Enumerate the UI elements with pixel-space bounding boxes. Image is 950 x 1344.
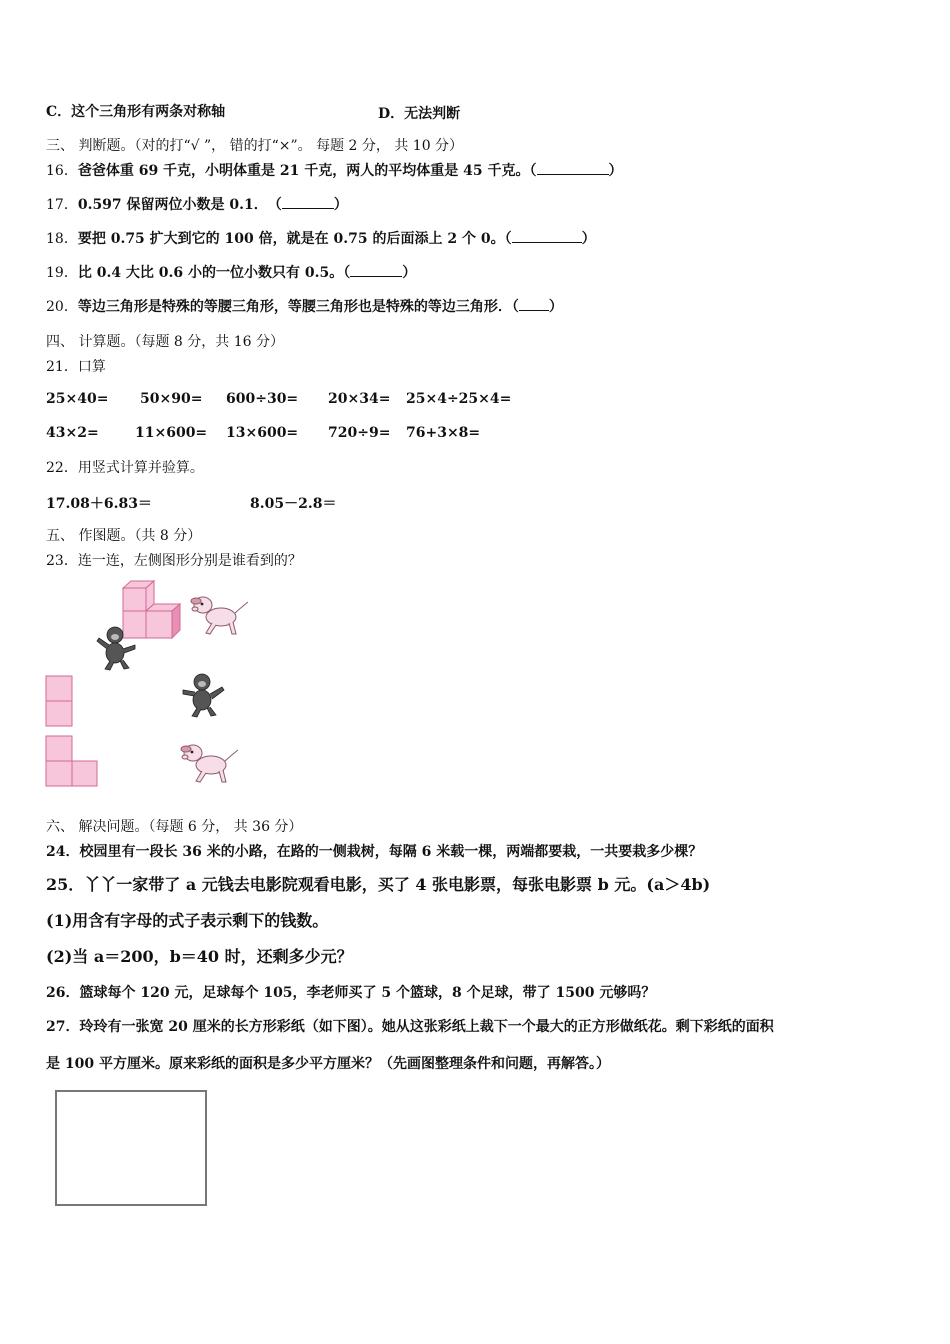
q19-end: ） <box>402 265 417 281</box>
q22-title: 22．用竖式计算并验算。 <box>46 460 204 476</box>
dog-icon-2 <box>178 741 240 785</box>
q26: 26．篮球每个 120 元，足球每个 105，李老师买了 5 个篮球，8 个足球，带了 1500 元够吗？ <box>46 985 656 1001</box>
q17-num: 17． <box>46 197 78 213</box>
q22-item-2: 8.05－2.8＝ <box>250 496 337 512</box>
q19-answer-blank[interactable] <box>350 264 402 277</box>
calc-r2-1: 43×2= <box>46 425 99 441</box>
q20-text: 等边三角形是特殊的等腰三角形，等腰三角形也是特殊的等边三角形．（ <box>77 299 519 315</box>
q27-line2: 是 100 平方厘米。原来彩纸的面积是多少平方厘米？（先画图整理条件和问题，再解答。） <box>46 1056 610 1072</box>
calc-r2-4: 720÷9= <box>328 425 391 441</box>
side-view-figure <box>45 735 99 788</box>
section4-title: 四、 计算题。（每题 8 分，共 16 分） <box>46 334 284 350</box>
option-c: C．这个三角形有两条对称轴 <box>46 104 226 120</box>
calc-r1-5: 25×4÷25×4= <box>406 391 512 407</box>
q22-item-1: 17.08＋6.83＝ <box>46 496 152 512</box>
q16-num: 16． <box>46 163 78 179</box>
q16-answer-blank[interactable] <box>537 162 609 175</box>
q18-answer-blank[interactable] <box>512 230 582 243</box>
front-view-figure <box>45 675 74 728</box>
dog-icon <box>188 593 250 637</box>
section5-title: 五、 作图题。（共 8 分） <box>46 528 202 544</box>
q24: 24．校园里有一段长 36 米的小路，在路的一侧栽树，每隔 6 米载一棵，两端都要栽，一共要栽多少棵？ <box>46 844 703 860</box>
calc-r1-4: 20×34= <box>328 391 391 407</box>
q17-end: ） <box>333 197 348 213</box>
q19-text: 比 0.4 大比 0.6 小的一位小数只有 0.5。（ <box>77 265 351 281</box>
q18-num: 18． <box>46 231 78 247</box>
q25: 25．丫丫一家带了 a 元钱去电影院观看电影，买了 4 张电影票，每张电影票 b 元。(a＞4b) <box>46 875 711 894</box>
q16 <box>46 162 623 180</box>
calc-r1-2: 50×90= <box>140 391 203 407</box>
monkey-icon <box>93 625 139 671</box>
q18-text: 要把 0.75 扩大到它的 100 倍，就是在 0.75 的后面添上 2 个 0。（ <box>77 231 512 247</box>
q17 <box>46 196 348 214</box>
q17-text: 0.597 保留两位小数是 0.1． （ <box>77 197 282 213</box>
q20-num: 20． <box>46 299 78 315</box>
q16-text: 爸爸体重 69 千克，小明体重是 21 千克，两人的平均体重是 45 千克。（ <box>77 163 537 179</box>
section6-title: 六、 解决问题。（每题 6 分， 共 36 分） <box>46 819 303 835</box>
q20-end: ） <box>548 299 563 315</box>
option-d: D．无法判断 <box>378 106 461 122</box>
calc-r1-3: 600÷30= <box>226 391 299 407</box>
calc-r1-1: 25×40= <box>46 391 109 407</box>
monkey-icon-2 <box>180 672 226 718</box>
q20-answer-blank[interactable] <box>519 298 549 311</box>
section3-title: 三、 判断题。（对的打“√ ”， 错的打“×”。 每题 2 分， 共 10 分） <box>46 138 464 154</box>
q21-title: 21．口算 <box>46 359 106 375</box>
calc-r2-5: 76+3×8= <box>406 425 481 441</box>
q19 <box>46 264 416 282</box>
q27-line1: 27．玲玲有一张宽 20 厘米的长方形彩纸（如下图）。她从这张彩纸上裁下一个最大的正方形做纸花。剩下彩纸的面积 <box>46 1019 774 1035</box>
calc-r2-2: 11×600= <box>135 425 208 441</box>
q23-title: 23．连一连，左侧图形分别是谁看到的？ <box>46 553 302 569</box>
q16-end: ） <box>608 163 623 179</box>
rectangle-paper-figure <box>54 1089 210 1209</box>
q25-part1: (1)用含有字母的式子表示剩下的钱数。 <box>46 911 329 930</box>
q20 <box>46 298 563 316</box>
q18 <box>46 230 596 248</box>
q17-answer-blank[interactable] <box>282 196 334 209</box>
calc-r2-3: 13×600= <box>226 425 299 441</box>
q18-end: ） <box>581 231 596 247</box>
q19-num: 19． <box>46 265 78 281</box>
q25-part2: (2)当 a＝200，b＝40 时，还剩多少元？ <box>46 947 353 966</box>
